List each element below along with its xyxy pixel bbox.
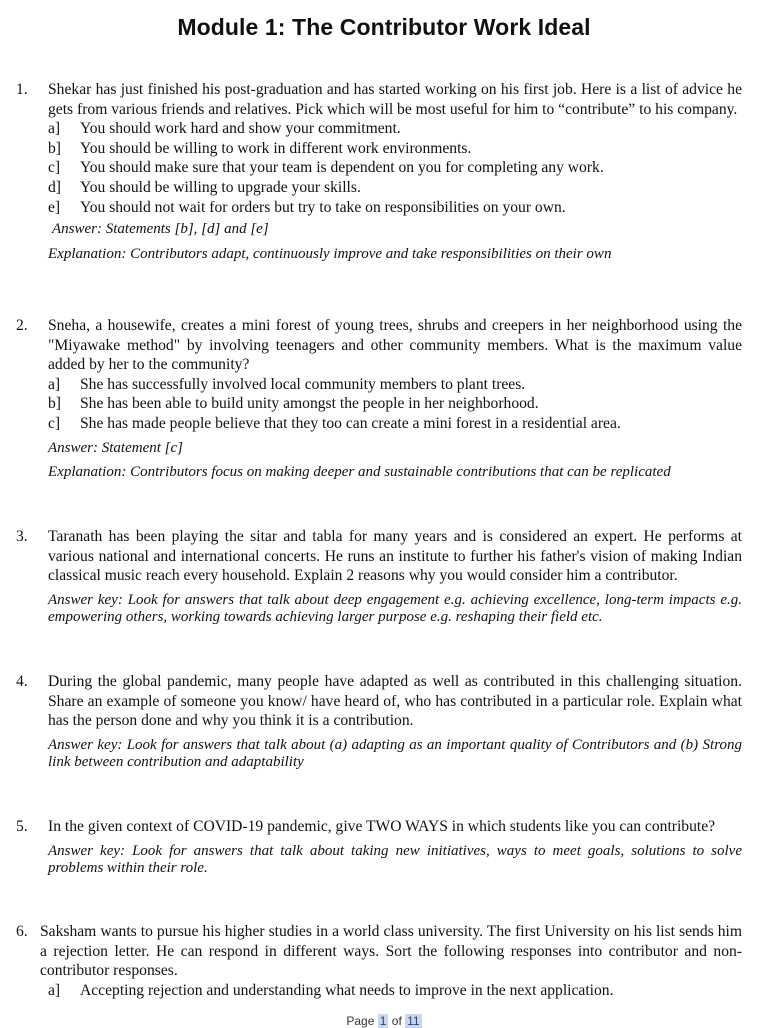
page-title: Module 1: The Contributor Work Ideal bbox=[177, 14, 591, 40]
option-letter: b] bbox=[48, 395, 61, 413]
answer: Answer: Statements [b], [d] and [e] bbox=[52, 221, 269, 238]
question-number: 3. bbox=[16, 528, 28, 545]
option-text: She has been able to build unity amongst the people in her neighborhood. bbox=[80, 395, 539, 413]
option bbox=[48, 394, 742, 414]
question-number: 6. bbox=[16, 923, 28, 940]
option bbox=[48, 139, 742, 159]
question-stem: During the global pandemic, many people have adapted as well as contributed in this challenging situation. Share an example of someone you know/ have heard of, who has contributed in a particular role. Explain what has the person done and why you think it is a contribution. bbox=[48, 673, 742, 730]
option-letter: e] bbox=[48, 198, 61, 216]
option-text: You should not wait for orders but try to take on responsibilities on your own. bbox=[80, 198, 566, 216]
question-stem: Taranath has been playing the sitar and tabla for many years and is considered an expert. He performs at various national and international concerts. He runs an institute to further his father's vision of making Indian classical music reach every household. Explain 2 reasons why you would consider him a contributor. bbox=[48, 528, 742, 585]
option bbox=[48, 158, 742, 178]
question-5 bbox=[16, 817, 742, 878]
option-text: She has successfully involved local community members to plant trees. bbox=[80, 375, 526, 393]
explanation: Explanation: Contributors focus on making deeper and sustainable contributions that can be replicated bbox=[48, 464, 671, 481]
answer-key: Answer key: Look for answers that talk about deep engagement e.g. achieving excellence, long-term impacts e.g. empowering others, working towards achieving larger purpose e.g. reshaping their field etc. bbox=[48, 591, 742, 626]
question-number: 5. bbox=[16, 818, 28, 835]
option-letter: a] bbox=[48, 981, 61, 999]
question-6 bbox=[16, 922, 742, 1000]
total-pages: 11 bbox=[407, 1014, 420, 1028]
option-letter: a] bbox=[48, 375, 61, 393]
question-1 bbox=[16, 80, 742, 263]
explanation: Explanation: Contributors adapt, continuously improve and take responsibilities on their own bbox=[48, 245, 612, 262]
option bbox=[48, 414, 742, 434]
option bbox=[48, 375, 742, 395]
option-letter: a] bbox=[48, 120, 61, 138]
page-footer bbox=[0, 1014, 768, 1028]
option-letter: d] bbox=[48, 178, 61, 196]
option-text: You should be willing to upgrade your skills. bbox=[80, 178, 361, 196]
option-text: You should be willing to work in different work environments. bbox=[80, 139, 472, 157]
question-3 bbox=[16, 527, 742, 627]
option-letter: c] bbox=[48, 159, 61, 177]
question-2 bbox=[16, 316, 742, 482]
question-stem: Sneha, a housewife, creates a mini forest of young trees, shrubs and creepers in her neighborhood using the "Miyawake method" by involving teenagers and other community members. What is the maximum value added by her to the community? bbox=[48, 317, 742, 374]
option-text: She has made people believe that they too can create a mini forest in a residential area. bbox=[80, 414, 621, 432]
answer: Answer: Statement [c] bbox=[48, 439, 183, 456]
option bbox=[48, 198, 742, 218]
option-text: You should work hard and show your commitment. bbox=[80, 120, 401, 138]
option bbox=[48, 178, 742, 198]
question-number: 2. bbox=[16, 317, 28, 334]
question-stem: Saksham wants to pursue his higher studies in a world class university. The first University on his list sends him a rejection letter. He can respond in different ways. Sort the following responses into contributor and non-contributor responses. bbox=[40, 923, 742, 980]
page-of-label: of bbox=[391, 1014, 402, 1028]
option-letter: c] bbox=[48, 414, 61, 432]
question-number: 4. bbox=[16, 673, 28, 690]
question-stem: In the given context of COVID-19 pandemic, give TWO WAYS in which students like you can contribute? bbox=[48, 818, 716, 835]
current-page: 1 bbox=[379, 1014, 387, 1028]
question-4 bbox=[16, 672, 742, 772]
option-text: Accepting rejection and understanding what needs to improve in the next application. bbox=[80, 981, 614, 999]
answer-key: Answer key: Look for answers that talk about taking new initiatives, ways to meet goals, solutions to solve problems within their role. bbox=[48, 842, 742, 877]
option-text: You should make sure that your team is dependent on you for completing any work. bbox=[80, 159, 604, 177]
question-number: 1. bbox=[16, 81, 28, 98]
question-stem: Shekar has just finished his post-graduation and has started working on his first job. Here is a list of advice he gets from various friends and relatives. Pick which will be most useful for him to “contribute” to his company. bbox=[48, 81, 742, 118]
page-label: Page bbox=[346, 1014, 375, 1028]
option bbox=[48, 119, 742, 139]
option bbox=[48, 981, 742, 1001]
answer-key: Answer key: Look for answers that talk about (a) adapting as an important quality of Contributors and (b) Strong link between contribution and adaptability bbox=[48, 736, 742, 771]
option-letter: b] bbox=[48, 139, 61, 157]
